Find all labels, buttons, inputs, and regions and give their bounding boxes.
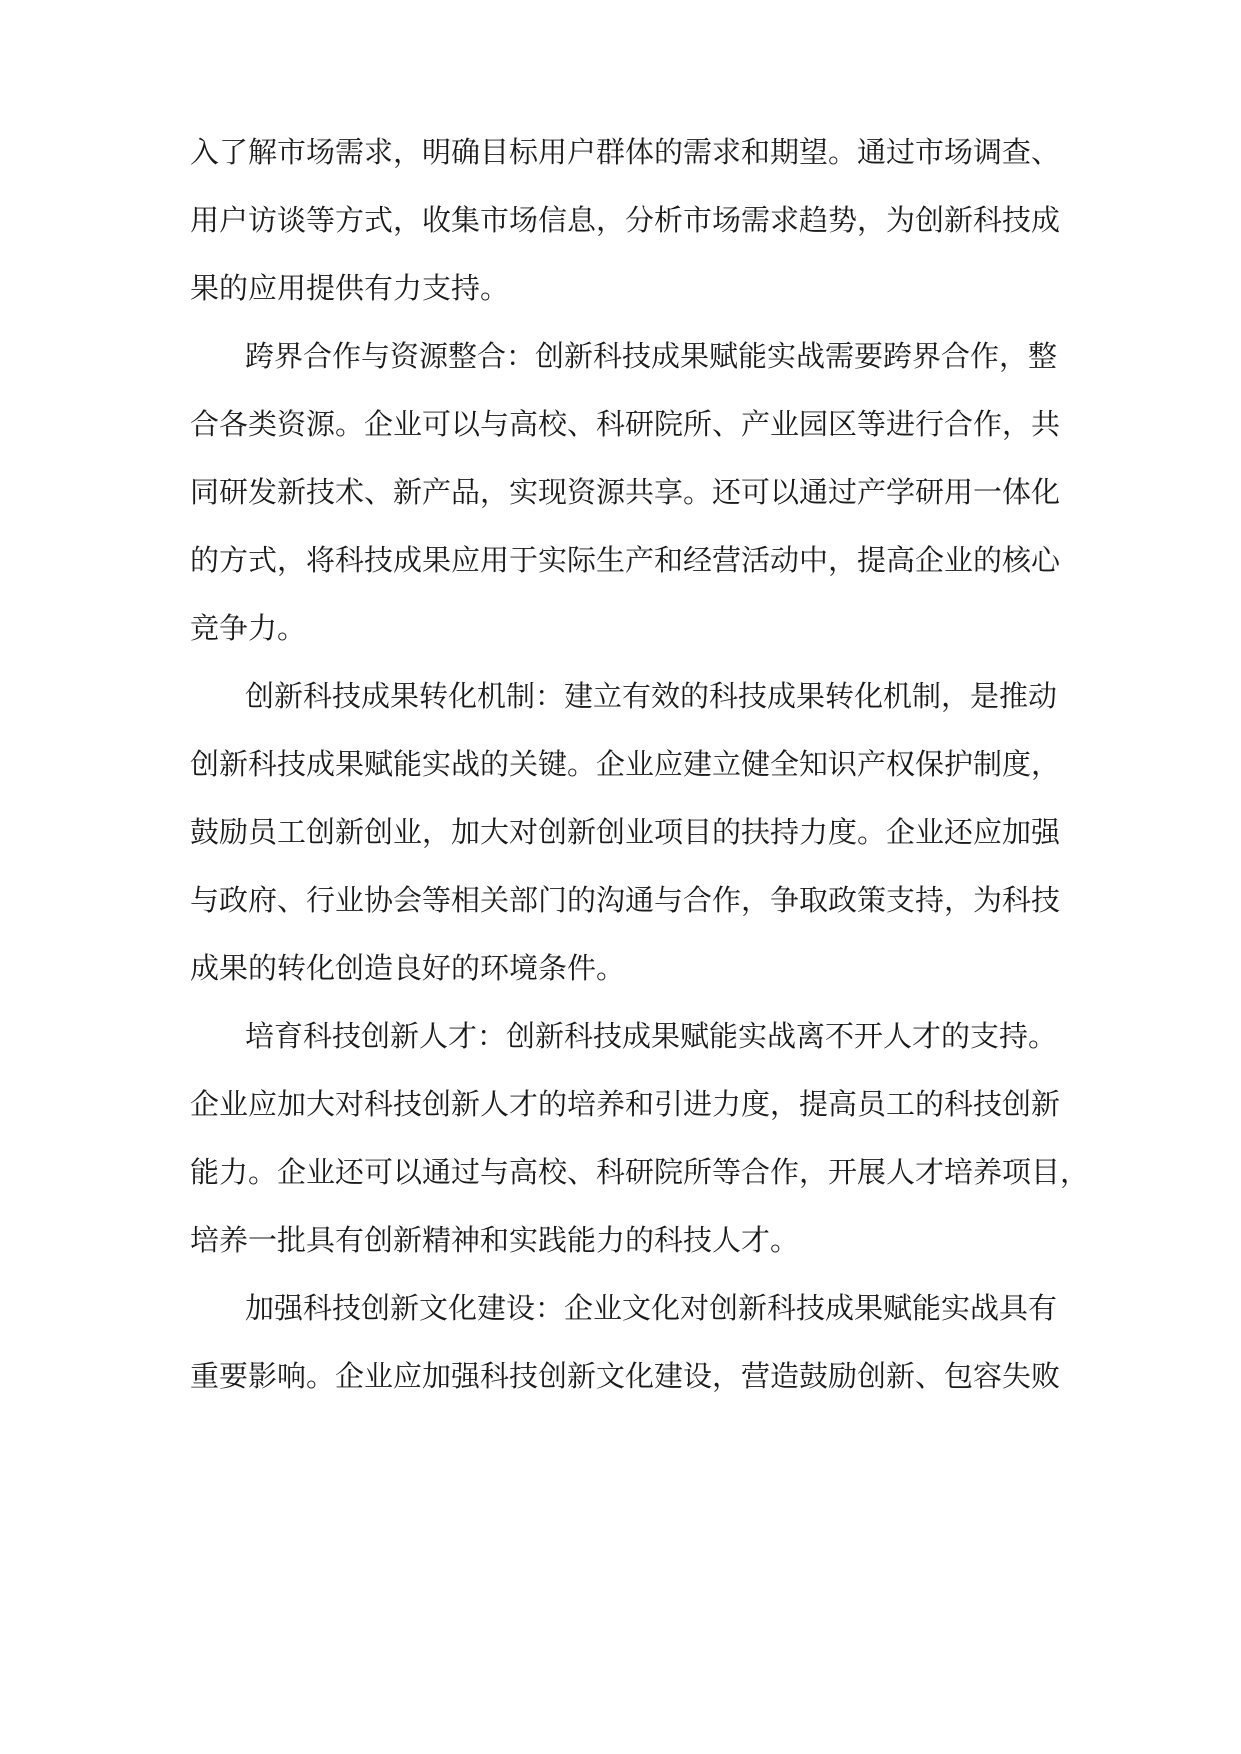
text-line: 同研发新技术、新产品，实现资源共享。还可以通过产学研用一体化: [190, 475, 1061, 509]
text-line: 加强科技创新文化建设：企业文化对创新科技成果赋能实战具有: [245, 1291, 1058, 1325]
text-line: 鼓励员工创新创业，加大对创新创业项目的扶持力度。企业还应加强: [190, 815, 1061, 849]
text-line: 能力。企业还可以通过与高校、科研院所等合作，开展人才培养项目，: [190, 1155, 1090, 1189]
text-line: 培养一批具有创新精神和实践能力的科技人才。: [190, 1223, 800, 1257]
text-line: 创新科技成果转化机制：建立有效的科技成果转化机制，是推动: [245, 679, 1058, 713]
text-line: 重要影响。企业应加强科技创新文化建设，营造鼓励创新、包容失败: [190, 1359, 1061, 1393]
text-line: 企业应加大对科技创新人才的培养和引进力度，提高员工的科技创新: [190, 1087, 1061, 1121]
text-line: 用户访谈等方式，收集市场信息，分析市场需求趋势，为创新科技成: [190, 203, 1061, 237]
text-line: 入了解市场需求，明确目标用户群体的需求和期望。通过市场调查、: [190, 135, 1061, 169]
text-line: 合各类资源。企业可以与高校、科研院所、产业园区等进行合作，共: [190, 407, 1061, 441]
text-line: 的方式，将科技成果应用于实际生产和经营活动中，提高企业的核心: [190, 543, 1061, 577]
text-line: 跨界合作与资源整合：创新科技成果赋能实战需要跨界合作，整: [245, 339, 1058, 373]
text-line: 竞争力。: [190, 611, 307, 645]
text-line: 成果的转化创造良好的环境条件。: [190, 951, 626, 985]
text-line: 与政府、行业协会等相关部门的沟通与合作，争取政策支持，为科技: [190, 883, 1061, 917]
text-line: 果的应用提供有力支持。: [190, 271, 510, 305]
text-line: 培育科技创新人才：创新科技成果赋能实战离不开人才的支持。: [245, 1019, 1058, 1053]
text-line: 创新科技成果赋能实战的关键。企业应建立健全知识产权保护制度，: [190, 747, 1061, 781]
